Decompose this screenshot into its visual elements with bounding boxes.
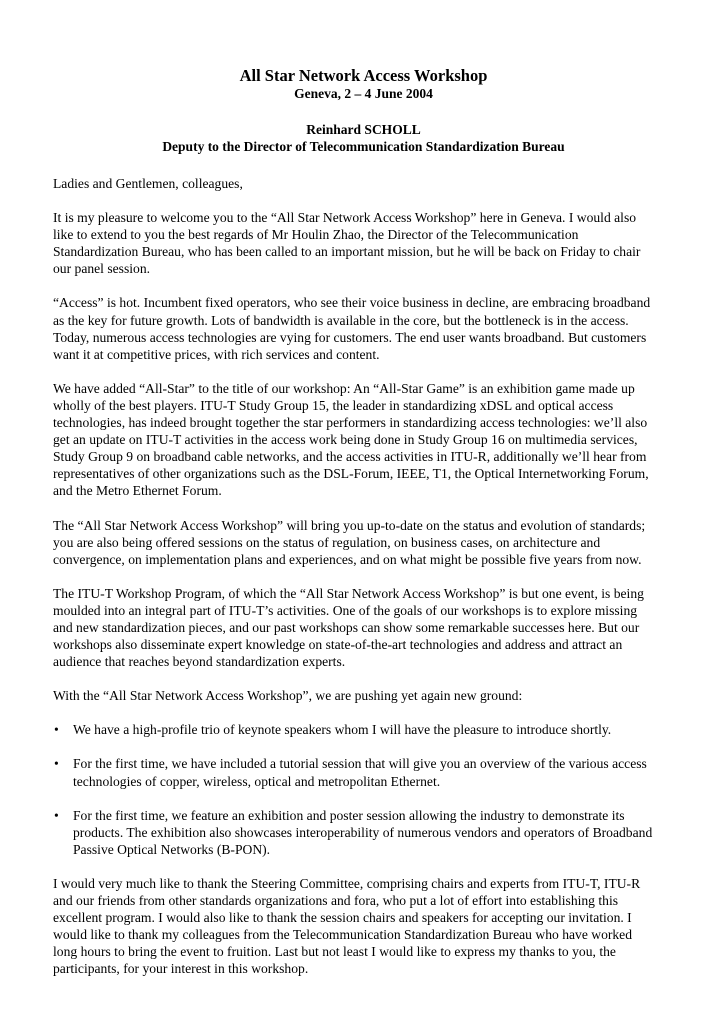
- paragraph-all-star: We have added “All-Star” to the title of our workshop: An “All-Star Game” is an exhibition game made up wholly of the best players. ITU-T Study Group 15, the leader in standardizing xDSL and optical access technologies, has indeed brought together the star performers in standardizing access technologies: we’ll also get an update on ITU-T activities in the access work being done in Study Group 16 on multimedia services, Study Group 9 on broadband cable networks, and the access activities in ITU-R, additionally we’ll hear from representatives of other organizations such as the DSL-Forum, IEEE, T1, the Optical Internetworking Forum, and the Metro Ethernet Forum.: [53, 380, 649, 499]
- bullet-list: [53, 721, 654, 858]
- paragraph-welcome: It is my pleasure to welcome you to the “All Star Network Access Workshop” here in Geneva. I would also like to extend to you the best regards of Mr Houlin Zhao, the Director of the Telecommunication Standardization Bureau, who has been called to an important mission, but he will be back on Friday to chair our panel session.: [53, 210, 641, 277]
- bullet-item-keynote: [53, 721, 654, 738]
- speaker-role: Deputy to the Director of Telecommunication Standardization Bureau: [162, 139, 565, 154]
- paragraph-access: “Access” is hot. Incumbent fixed operators, who see their voice business in decline, are embracing broadband as the key for future growth. Lots of bandwidth is available in the core, but the bottleneck is in the access. Today, numerous access technologies are vying for customers. The end user wants broadband. But customers want it at competitive prices, with rich services and content.: [53, 295, 651, 362]
- bullet-item-exhibition: [53, 807, 654, 858]
- salutation: Ladies and Gentlemen, colleagues,: [53, 176, 243, 191]
- paragraph-workshop-content: The “All Star Network Access Workshop” will bring you up-to-date on the status and evolution of standards; you are also being offered sessions on the status of regulation, on business cases, on architecture and convergence, on implementation plans and experiences, and on what might be possible five years from now.: [53, 517, 646, 567]
- bullet-icon: •: [54, 807, 59, 823]
- paragraph-closing: I would very much like to thank the Steering Committee, comprising chairs and experts from ITU-T, ITU-R and our friends from other standards organizations and fora, who put a lot of effort into establishing this excellent program. I would also like to thank the session chairs and speakers for accepting our invitation. I would like to thank my colleagues from the Telecommunication Standardization Bureau who have worked long hours to bring the event to fruition. Last but not least I would like to express my thanks to you, the participants, for your interest in this workshop.: [53, 875, 641, 977]
- speaker-name: Reinhard SCHOLL: [306, 122, 421, 137]
- bullet-text: For the first time, we have included a tutorial session that will give you an overview of the various access technologies of copper, wireless, optical and metropolitan Ethernet.: [73, 756, 647, 789]
- bullet-text: We have a high-profile trio of keynote speakers whom I will have the pleasure to introduce shortly.: [73, 722, 612, 738]
- paragraph-new-ground: With the “All Star Network Access Workshop”, we are pushing yet again new ground:: [53, 688, 523, 704]
- bullet-text: For the first time, we feature an exhibition and poster session allowing the industry to demonstrate its products. The exhibition also showcases interoperability of numerous vendors and operators of Broadband Passive Optical Networks (B-PON).: [73, 807, 653, 857]
- document-title: All Star Network Access Workshop: [239, 66, 488, 85]
- bullet-icon: •: [54, 756, 59, 772]
- bullet-icon: •: [54, 722, 59, 738]
- event-location-date: Geneva, 2 – 4 June 2004: [294, 86, 433, 101]
- bullet-item-tutorial: [53, 755, 654, 789]
- paragraph-workshop-program: The ITU-T Workshop Program, of which the “All Star Network Access Workshop” is but one event, is being moulded into an integral part of ITU-T’s activities. One of the goals of our workshops is to explore missing and new standardization pieces, and our past workshops can show some remarkable successes here. But our workshops also disseminate expert knowledge on state-of-the-art technologies and address and attract an audience that reaches beyond standardization experts.: [53, 585, 644, 670]
